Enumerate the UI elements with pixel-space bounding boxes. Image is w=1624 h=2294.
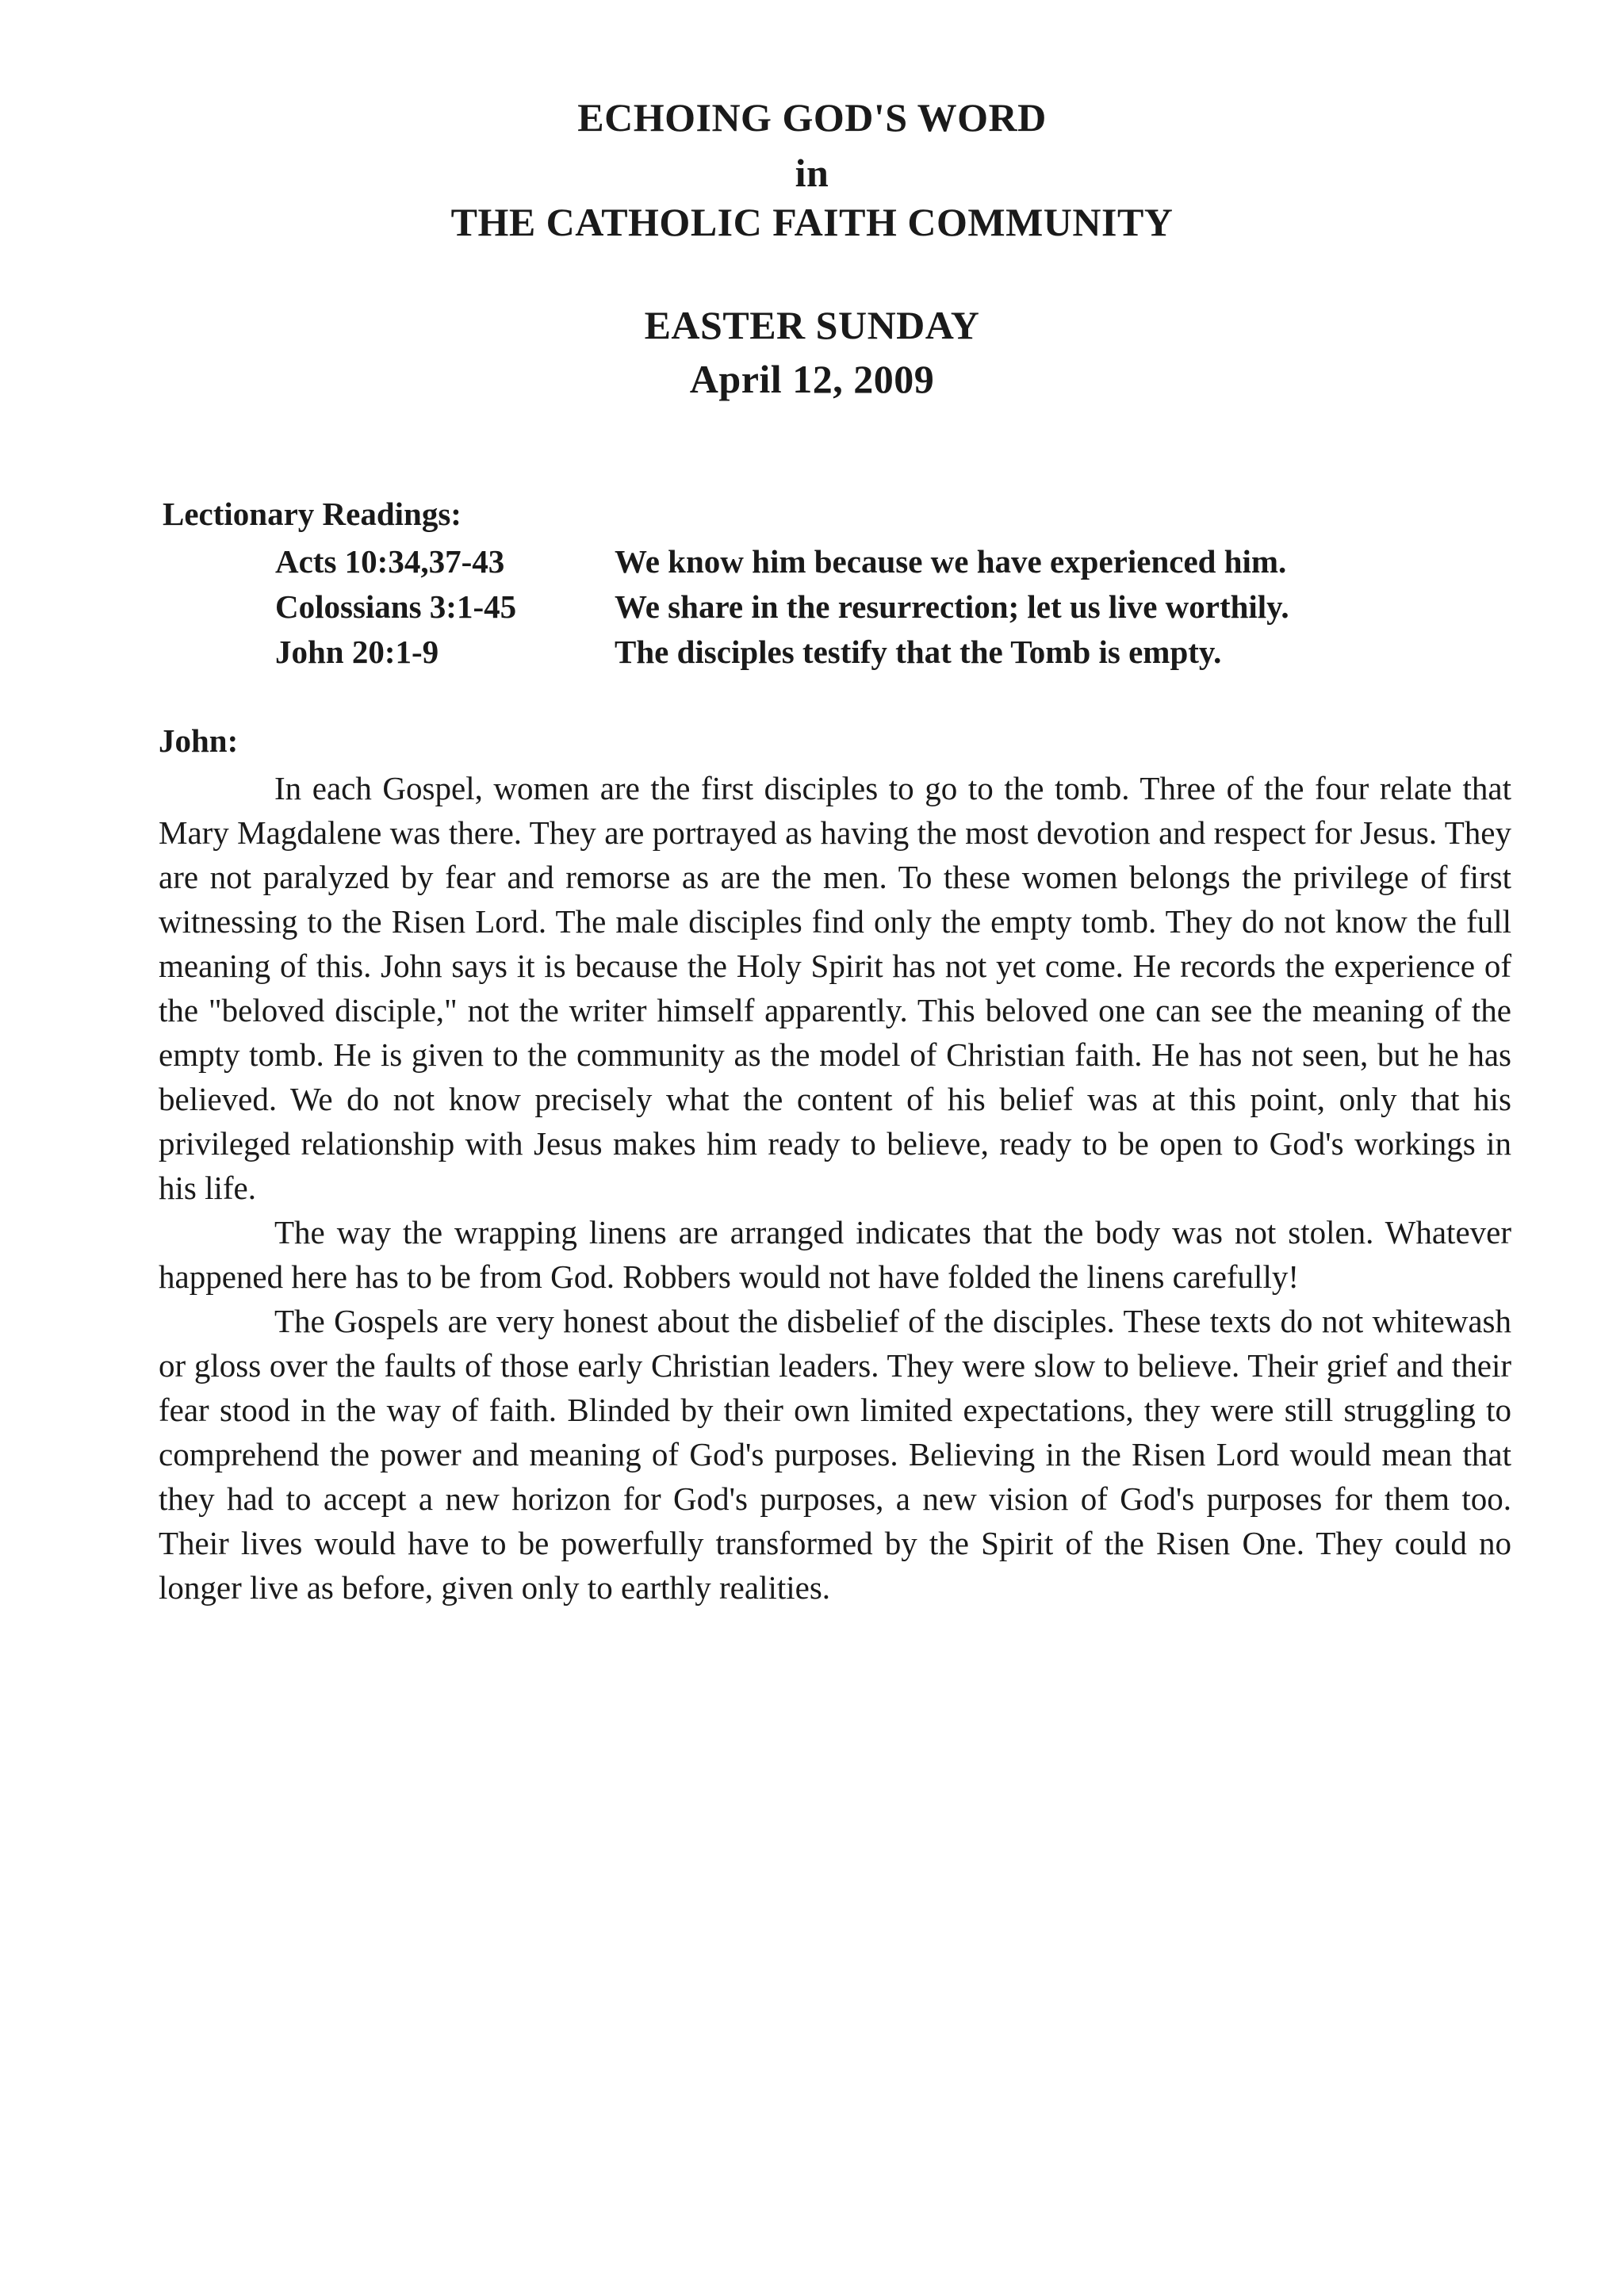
lectionary-heading: Lectionary Readings: (163, 496, 462, 532)
occasion-date: April 12, 2009 (689, 357, 935, 401)
reading-summary: We know him because we have experienced him. (615, 543, 1287, 580)
reading-summary: The disciples testify that the Tomb is empty. (615, 634, 1222, 670)
body-text (159, 766, 1511, 1610)
title-line-2: in (795, 151, 829, 195)
reading-reference: John 20:1-9 (275, 634, 439, 670)
reading-summary: We share in the resurrection; let us live worthily. (615, 588, 1289, 625)
body-paragraph: In each Gospel, women are the first disciples to go to the tomb. Three of the four relate that Mary Magdalene was there. They are portrayed as having the most devotion and respect for Jesus. They are not paralyzed by fear and remorse as are the men. To these women belongs the privilege of first witnessing to the Risen Lord. The male disciples find only the empty tomb. They do not know the full meaning of this. John says it is because the Holy Spirit has not yet come. He records the experience of the "beloved disciple," not the writer himself apparently. This beloved one can see the meaning of the empty tomb. He is given to the community as the model of Christian faith. He has not seen, but he has believed. We do not know precisely what the content of his belief was at this point, only that his privileged relationship with Jesus makes him ready to believe, ready to be open to God's workings in his life. (159, 770, 1511, 1206)
title-line-3: THE CATHOLIC FAITH COMMUNITY (450, 200, 1174, 244)
body-paragraph: The way the wrapping linens are arranged indicates that the body was not stolen. Whatever happened here has to be from God. Robbers would not have folded the linens carefully! (159, 1214, 1511, 1295)
title-line-1: ECHOING GOD'S WORD (577, 95, 1047, 140)
reading-reference: Acts 10:34,37-43 (275, 543, 505, 580)
section-heading: John: (159, 722, 239, 759)
occasion-title: EASTER SUNDAY (644, 303, 980, 347)
reading-reference: Colossians 3:1-45 (275, 588, 517, 625)
body-paragraph: The Gospels are very honest about the disbelief of the disciples. These texts do not whitewash or gloss over the faults of those early Christian leaders. They were slow to believe. Their grief and their fear stood in the way of faith. Blinded by their own limited expectations, they were still struggling to comprehend the power and meaning of God's purposes. Believing in the Risen Lord would mean that they had to accept a new horizon for God's purposes, a new vision of God's purposes for them too. Their lives would have to be powerfully transformed by the Spirit of the Risen One. They could no longer live as before, given only to earthly realities. (159, 1303, 1511, 1606)
